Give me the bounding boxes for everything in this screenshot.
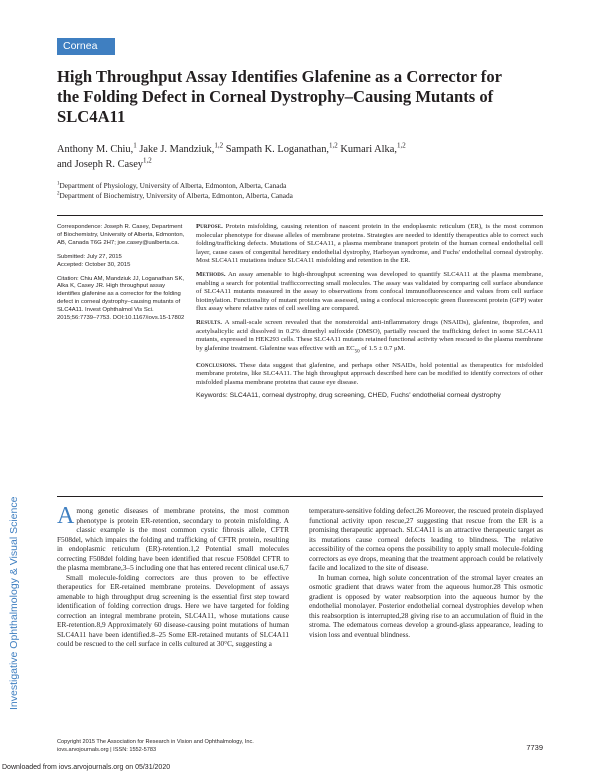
- body-column-left: [57, 503, 289, 649]
- abstract-text: These data suggest that glafenine, and perhaps other NSAIDs, hold potential as therapeutics for misfolded membrane proteins, like SLC4A11. The high throughput approach described here can be modified to identify correctors of other misfolded plasma membrane proteins that cause eye disease.: [196, 361, 543, 386]
- body-paragraph: In human cornea, high solute concentration of the stromal layer creates an osmotic gradient that draws water from the aqueous humor.28 This osmotic gradient is opposed by water reabsorption into the aqueous humor by the endothelial monolayer. Posterior endothelial corneal dystrophies develop when this reabsorption is interrupted,28 giving rise to an accumulation of fluid in the stroma. The edematous corneas develop a ground-glass appearance, leading to vision loss and eventual blindness.: [309, 572, 543, 639]
- author-list: [57, 142, 527, 172]
- abstract-text: A small-scale screen revealed that the nonsteroidal anti-inflammatory drugs (NSAIDs), glafenine, ibuprofen, and acetylsalicylic acid dissolved in 0.2% dimethyl sulfoxide (DMSO), partially rescued the trafficking defect in some SLC4A11 mutants, expressed in HEK293 cells. These SLC4A11 mutants retained functional activity when rescued to the plasma membrane by glafenine treatment. Glafenine was effective with an EC: [196, 318, 543, 352]
- abstract-methods: [196, 271, 543, 314]
- author-affil: 1,2: [396, 141, 406, 150]
- section-tag: Cornea: [57, 38, 115, 55]
- page-number: 7739: [526, 743, 543, 752]
- accepted-date: Accepted: October 30, 2015: [57, 261, 131, 268]
- affiliation-num: 2: [57, 191, 60, 197]
- abstract-results: [196, 319, 543, 357]
- affiliation-item: [57, 181, 527, 191]
- issn-line: iovs.arvojournals.org | ISSN: 1552-5783: [57, 746, 157, 753]
- citation: Citation: Chiu AM, Mandziuk JJ, Loganathan SK, Alka K, Casey JR. High throughput assay identifies glafenine as a corrector for the folding defect in corneal dystrophy–causing mutants of SLC4A11. Invest Ophthalmol Vis Sci. 2015;56:7739–7753. DOI:10.1167/iovs.15-17802: [57, 275, 185, 322]
- body-paragraph: [57, 503, 289, 573]
- affiliation-item: [57, 191, 527, 201]
- header-divider: [57, 215, 543, 216]
- abstract-heading: Results.: [196, 318, 223, 326]
- abstract-conclusions: [196, 362, 543, 388]
- abstract-purpose: [196, 223, 543, 266]
- author-name: Anthony M. Chiu,: [57, 144, 134, 155]
- author-name: Sampath K. Loganathan,: [223, 144, 330, 155]
- abstract-divider: [57, 496, 543, 497]
- author-affil: 1,2: [329, 141, 338, 150]
- journal-sidebar: [0, 0, 20, 776]
- author-name: Jake J. Mandziuk,: [136, 144, 215, 155]
- author-name: and Joseph R. Casey: [57, 159, 144, 170]
- abstract-text: An assay amenable to high-throughput screening was developed to quantify SLC4A11 at the plasma membrane, enabling a search for potential trafficcorrecting small molecules. The assay was validated by comparing cell surface abundance of SLC4A11 mutants measured in the assay to observations from confocal immunofluorescence and values from cell surface biotinylation. Functionality of mutant proteins was assessed, using a confocal microscopic green fluorescent protein (GFP) water flux assay where relative rates of cell swelling are compared.: [196, 270, 543, 313]
- author-affil: 1,2: [143, 156, 152, 165]
- copyright-line: Copyright 2015 The Association for Research in Vision and Ophthalmology, Inc.: [57, 739, 254, 745]
- abstract-subscript: 50: [354, 349, 360, 355]
- affiliation-text: Department of Physiology, University of Alberta, Edmonton, Alberta, Canada: [59, 181, 287, 190]
- abstract-text: of 1.5 ± 0.7 μM.: [359, 344, 406, 352]
- submitted-date: Submitted: July 27, 2015: [57, 253, 122, 260]
- copyright-footer: [57, 739, 417, 754]
- author-name: Kumari Alka,: [337, 144, 397, 155]
- abstract-heading: Purpose.: [196, 223, 223, 230]
- journal-name: Investigative Ophthalmology & Visual Science: [8, 496, 20, 710]
- abstract: [196, 223, 543, 406]
- body-paragraph: Small molecule-folding correctors are thus proven to be effective therapeutics for ER-retained membrane proteins. Development of assays amenable to high throughput drug screening is the essential first step toward identification of folding correction drugs. Here we have targeted for folding correction an integral membrane protein, SLC4A11, whose mutations cause ER-retention.8,9 Approximately 60 disease-causing point mutations of human SLC4A11 have been identified.8–25 Some ER-retained mutants of SLC4A11 could be rescued to the cell surface in cells cultured at 30°C, suggesting a: [57, 572, 289, 648]
- abstract-heading: Conclusions.: [196, 361, 237, 369]
- article-title: High Throughput Assay Identifies Glafenine as a Corrector for the Folding Defect in Corneal Dystrophy–Causing Mutants of SLC4A11: [57, 67, 502, 126]
- abstract-text: Protein misfolding, causing retention of nascent protein in the endoplasmic reticulum (ER), is the most common molecular phenotype for disease alleles of membrane proteins. Strategies are needed to identify therapeutics able to correct such folding/trafficking defects. Mutations of SLC4A11, a plasma membrane transport protein of the human corneal endothelial cell layer, cause cases of congenital hereditary endothelial dystrophy, Harboyan syndrome, and Fuchs' endothelial corneal dystrophy. Most SLC4A11 mutations induce SLC4A11 misfolding and retention in the ER.: [196, 223, 543, 265]
- drop-cap: A: [57, 503, 75, 529]
- keywords: Keywords: SLC4A11, corneal dystrophy, drug screening, CHED, Fuchs' endothelial corneal dystrophy: [196, 392, 501, 400]
- body-column-right: [309, 506, 543, 639]
- abstract-heading: Methods.: [196, 270, 226, 278]
- download-note: Downloaded from iovs.arvojournals.org on 05/31/2020: [2, 764, 171, 771]
- affiliation-num: 1: [57, 181, 60, 187]
- body-text: mong genetic diseases of membrane proteins, the most common phenotype is protein ER-retention, secondary to protein misfolding. A classic example is the most common cystic fibrosis allele, CFTR F508del, which impairs the folding and trafficking of CFTR protein, resulting in endoplasmic reticulum (ER)-retention.1,2 Potential small molecules correcting F508del folding have been identified that rescue F508del CFTR to the plasma membrane,3–5 including one that has entered recent clinical use.6,7: [57, 506, 289, 572]
- correspondence: Correspondence: Joseph R. Casey, Department of Biochemistry, University of Alberta, Edmonton, AB, Canada T6G 2H7; joe.casey@ualberta.ca.: [57, 224, 185, 246]
- author-affil: 1: [133, 141, 137, 150]
- article-info: [57, 224, 185, 323]
- body-paragraph: temperature-sensitive folding defect.26 Moreover, the rescued protein displayed functional activity upon rescue,27 suggesting that rescue from the ER is a promising therapeutic approach. SLC4A11 is an attractive therapeutic target as its mutations cause corneal defects leading to blindness. The relative accessibility of the cornea opens the possibility to apply small molecule-folding correctors as eye drops, meaning that the treatment approach could be relatively facile and localized to the site of disease.: [309, 506, 543, 572]
- author-affil: 1,2: [214, 141, 224, 150]
- affiliations: [57, 181, 527, 200]
- affiliation-text: Department of Biochemistry, University of Alberta, Edmonton, Alberta, Canada: [59, 190, 293, 200]
